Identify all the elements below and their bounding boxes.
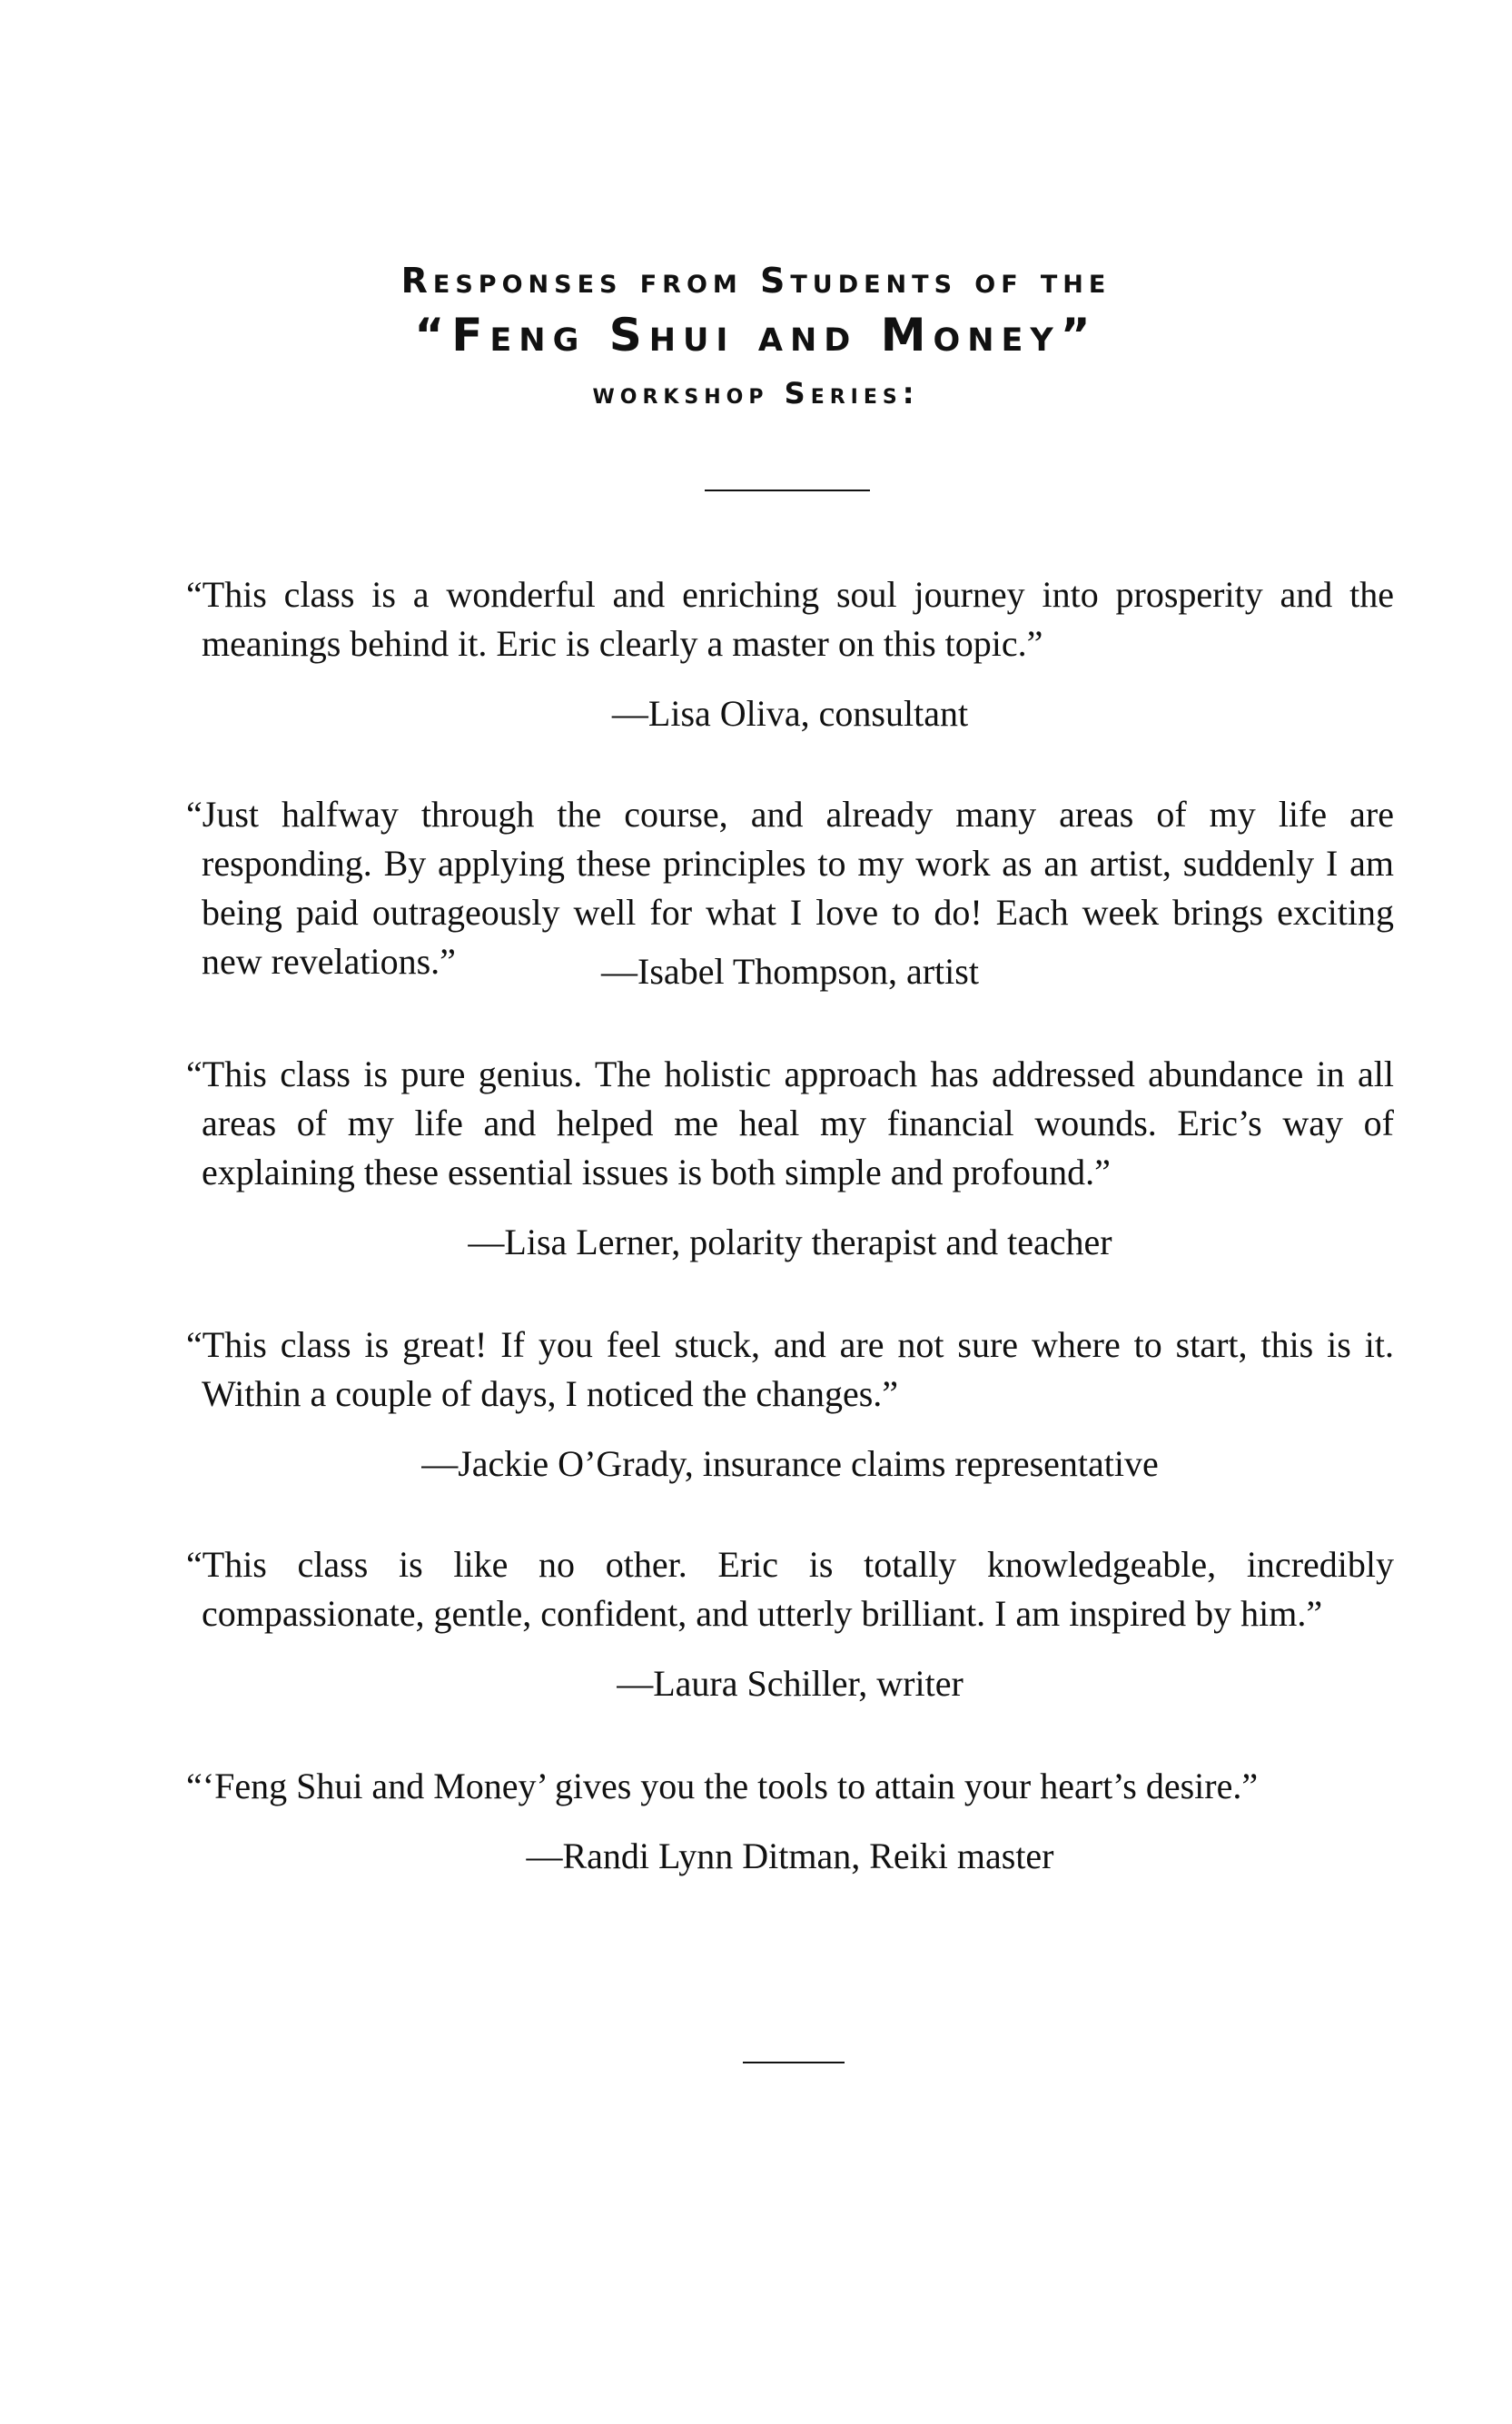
testimonial-attribution: —Jackie O’Grady, insurance claims representative — [421, 1443, 1159, 1484]
divider-rule-bottom — [743, 2062, 845, 2063]
divider-rule-top — [705, 490, 870, 491]
heading-line-1: Responses from Students of the — [400, 261, 1112, 301]
testimonial-attribution: —Lisa Oliva, consultant — [611, 693, 969, 734]
heading-line-3: workshop Series: — [592, 376, 920, 411]
testimonial-attribution: —Lisa Lerner, polarity therapist and teacher — [468, 1222, 1112, 1262]
testimonial-quote: “‘Feng Shui and Money’ gives you the tools to attain your heart’s desire.” — [186, 1766, 1259, 1806]
heading-title: “Feng Shui and Money” — [414, 309, 1098, 361]
testimonial-attribution: —Laura Schiller, writer — [617, 1663, 964, 1704]
testimonial-quote: “This class is like no other. Eric is totally knowledgeable, incredibly compassionate, gentle, confident, and utterly brilliant. I am inspired by him.” — [186, 1544, 1394, 1634]
testimonial-quote: “This class is pure genius. The holistic approach has addressed abundance in all areas of my life and helped me heal my financial wounds. Eric’s way of explaining these essential issues is both simple and profound.” — [186, 1054, 1394, 1192]
testimonial-quote: “Just halfway through the course, and already many areas of my life are responding. By applying these principles to my work as an artist, suddenly I am being paid outrageously well for what I love to do! Each week brings exciting new revelations.” — [186, 794, 1394, 982]
testimonial-quote: “This class is great! If you feel stuck, and are not sure where to start, this is it. Within a couple of days, I noticed the changes.” — [186, 1324, 1394, 1414]
testimonial-quote: “This class is a wonderful and enriching soul journey into prosperity and the meanings behind it. Eric is clearly a master on this topic.” — [186, 574, 1394, 664]
testimonial-attribution: —Isabel Thompson, artist — [601, 951, 979, 992]
testimonial-attribution: —Randi Lynn Ditman, Reiki master — [526, 1835, 1054, 1876]
